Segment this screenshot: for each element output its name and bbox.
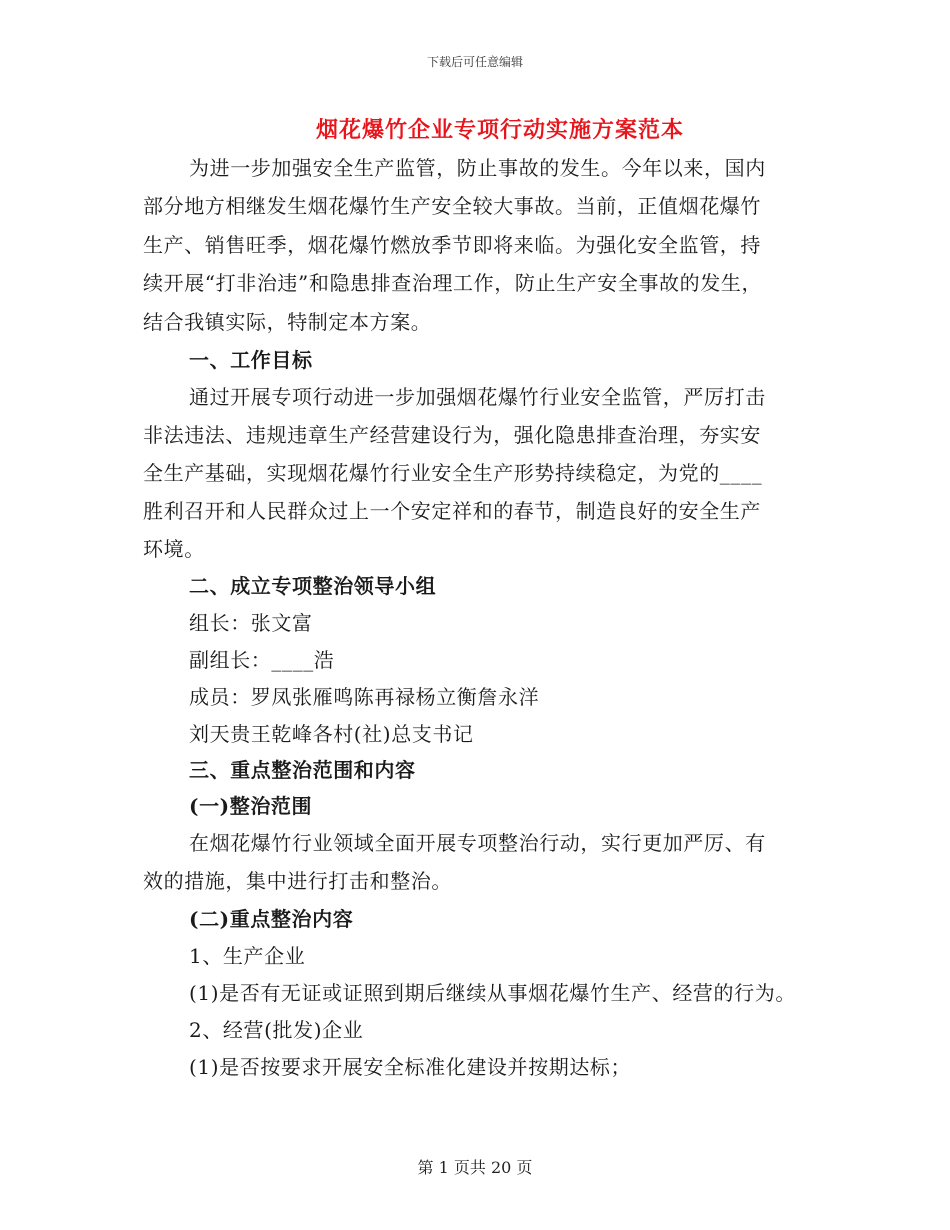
paragraph-line: 在烟花爆竹行业领域全面开展专项整治行动，实行更加严厉、有 [189, 831, 766, 855]
list-item: (1)是否按要求开展安全标准化建设并按期达标； [189, 1055, 632, 1079]
paragraph-line: 通过开展专项行动进一步加强烟花爆竹行业安全监管，严厉打击 [189, 385, 766, 409]
paragraph-line: 续开展“打非治违”和隐患排查治理工作，防止生产安全事故的发生， [143, 271, 763, 295]
page-footer: 第 1 页共 20 页 [417, 1158, 533, 1177]
section-heading: 三、重点整治范围和内容 [189, 758, 416, 782]
paragraph-line: 部分地方相继发生烟花爆竹生产安全较大事故。当前，正值烟花爆竹 [143, 194, 761, 218]
paragraph-line: 效的措施，集中进行打击和整治。 [143, 869, 452, 893]
paragraph-line: 结合我镇实际，特制定本方案。 [143, 310, 432, 334]
subsection-heading: (二)重点整治内容 [189, 907, 354, 931]
document-title: 烟花爆竹企业专项行动实施方案范本 [315, 117, 684, 143]
member-line: 组长：张文富 [189, 611, 313, 635]
paragraph-line: 全生产基础，实现烟花爆竹行业安全生产形势持续稳定，为党的____ [143, 461, 763, 485]
page-header: 下载后可任意编辑 [426, 55, 523, 69]
paragraph-line: 胜利召开和人民群众过上一个安定祥和的春节，制造良好的安全生产 [143, 499, 761, 523]
paragraph-line: 生产、销售旺季，烟花爆竹燃放季节即将来临。为强化安全监管，持 [143, 233, 761, 257]
member-line: 刘天贵王乾峰各村(社)总支书记 [189, 722, 474, 746]
member-line: 副组长：____浩 [189, 648, 335, 672]
list-item: 2、经营(批发)企业 [189, 1018, 364, 1042]
paragraph-line: 非法违法、违规违章生产经营建设行为，强化隐患排查治理，夯实安 [143, 423, 761, 447]
subsection-heading: (一)整治范围 [189, 794, 313, 818]
paragraph-line: 为进一步加强安全生产监管，防止事故的发生。今年以来，国内 [189, 156, 766, 180]
list-item: 1、生产企业 [189, 944, 306, 968]
paragraph-line: 环境。 [143, 537, 205, 561]
list-item: (1)是否有无证或证照到期后继续从事烟花爆竹生产、经营的行为。 [189, 981, 796, 1005]
section-heading: 二、成立专项整治领导小组 [189, 574, 437, 598]
member-line: 成员：罗凤张雁鸣陈再禄杨立衡詹永洋 [189, 685, 540, 709]
section-heading: 一、工作目标 [189, 348, 313, 372]
